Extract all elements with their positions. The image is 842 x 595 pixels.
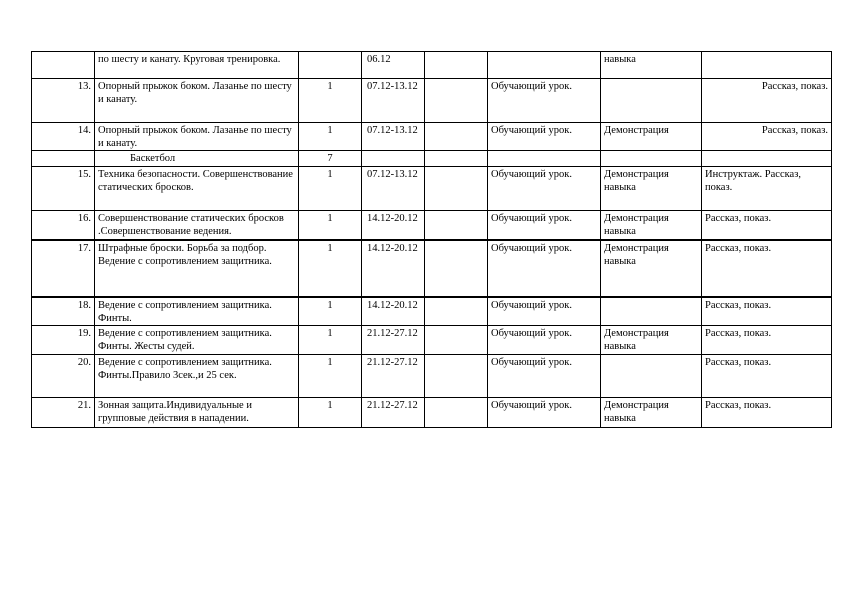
lesson-methods: Демонстрация навыка <box>601 240 702 297</box>
lesson-topic: Опорный прыжок боком. Лазанье по шесту и канату. <box>95 79 299 123</box>
lesson-form: Рассказ, показ. <box>702 355 832 398</box>
lesson-fact-date <box>425 151 488 167</box>
lesson-topic: Техника безопасности. Совершенствование статических бросков. <box>95 167 299 211</box>
table-row <box>32 167 832 211</box>
lesson-type: Обучающий урок. <box>488 326 601 355</box>
lesson-fact-date <box>425 398 488 428</box>
lesson-hours: 7 <box>299 151 362 167</box>
lesson-methods <box>601 151 702 167</box>
lesson-form: Рассказ, показ. <box>702 240 832 297</box>
table-row <box>32 326 832 355</box>
table-row <box>32 240 832 297</box>
lesson-type: Обучающий урок. <box>488 355 601 398</box>
table-row <box>32 297 832 326</box>
lesson-type <box>488 151 601 167</box>
lesson-dates <box>362 151 425 167</box>
lesson-methods <box>601 297 702 326</box>
table-row <box>32 211 832 240</box>
lesson-number: 13. <box>32 79 95 123</box>
lesson-dates: 14.12-20.12 <box>362 240 425 297</box>
lesson-methods: Демонстрация <box>601 123 702 151</box>
lesson-topic: Ведение с сопротивлением защитника. Финты. Жесты судей. <box>95 326 299 355</box>
lesson-number: 16. <box>32 211 95 240</box>
lesson-fact-date <box>425 123 488 151</box>
section-title: Баскетбол <box>95 151 299 167</box>
lesson-topic: Ведение с сопротивлением защитника. Финты.Правило 3сек.,и 25 сек. <box>95 355 299 398</box>
lesson-fact-date <box>425 211 488 240</box>
lesson-type <box>488 52 601 79</box>
lesson-dates: 14.12-20.12 <box>362 211 425 240</box>
lesson-hours: 1 <box>299 355 362 398</box>
lesson-methods: Демонстрация навыка <box>601 326 702 355</box>
table-row <box>32 79 832 123</box>
lesson-methods: Демонстрация навыка <box>601 211 702 240</box>
lesson-methods <box>601 355 702 398</box>
lesson-form <box>702 52 832 79</box>
lesson-form: Рассказ, показ. <box>702 297 832 326</box>
lesson-hours <box>299 52 362 79</box>
lesson-type: Обучающий урок. <box>488 167 601 211</box>
lesson-form <box>702 151 832 167</box>
lesson-number: 14. <box>32 123 95 151</box>
lesson-number <box>32 151 95 167</box>
table-row <box>32 52 832 79</box>
lesson-topic: Опорный прыжок боком. Лазанье по шесту и канату. <box>95 123 299 151</box>
lesson-hours: 1 <box>299 211 362 240</box>
lesson-methods <box>601 79 702 123</box>
lesson-number: 15. <box>32 167 95 211</box>
lesson-dates: 14.12-20.12 <box>362 297 425 326</box>
lesson-form: Рассказ, показ. <box>702 211 832 240</box>
lesson-topic: по шесту и канату. Круговая тренировка. <box>95 52 299 79</box>
lesson-form: Рассказ, показ. <box>702 123 832 151</box>
lesson-methods: навыка <box>601 52 702 79</box>
lesson-hours: 1 <box>299 398 362 428</box>
lesson-type: Обучающий урок. <box>488 297 601 326</box>
lesson-number: 20. <box>32 355 95 398</box>
lesson-type: Обучающий урок. <box>488 79 601 123</box>
lesson-hours: 1 <box>299 240 362 297</box>
table-row <box>32 398 832 428</box>
lesson-fact-date <box>425 297 488 326</box>
lesson-hours: 1 <box>299 326 362 355</box>
lesson-plan-table <box>31 51 832 428</box>
lesson-type: Обучающий урок. <box>488 123 601 151</box>
lesson-fact-date <box>425 167 488 211</box>
lesson-methods: Демонстрация навыка <box>601 398 702 428</box>
lesson-dates: 21.12-27.12 <box>362 398 425 428</box>
lesson-type: Обучающий урок. <box>488 211 601 240</box>
lesson-dates: 07.12-13.12 <box>362 167 425 211</box>
lesson-number: 19. <box>32 326 95 355</box>
lesson-topic: Зонная защита.Индивидуальные и групповые действия в нападении. <box>95 398 299 428</box>
lesson-form: Рассказ, показ. <box>702 326 832 355</box>
lesson-fact-date <box>425 355 488 398</box>
lesson-topic: Штрафные броски. Борьба за подбор. Ведение с сопротивлением защитника. <box>95 240 299 297</box>
lesson-fact-date <box>425 52 488 79</box>
lesson-number: 17. <box>32 240 95 297</box>
lesson-methods: Демонстрация навыка <box>601 167 702 211</box>
table-row <box>32 123 832 151</box>
table-row <box>32 355 832 398</box>
lesson-hours: 1 <box>299 167 362 211</box>
lesson-dates: 06.12 <box>362 52 425 79</box>
table-body <box>32 52 832 428</box>
lesson-dates: 07.12-13.12 <box>362 79 425 123</box>
lesson-topic: Совершенствование статических бросков .Совершенствование ведения. <box>95 211 299 240</box>
lesson-hours: 1 <box>299 297 362 326</box>
lesson-type: Обучающий урок. <box>488 240 601 297</box>
lesson-topic: Ведение с сопротивлением защитника. Финты. <box>95 297 299 326</box>
lesson-type: Обучающий урок. <box>488 398 601 428</box>
lesson-dates: 21.12-27.12 <box>362 355 425 398</box>
lesson-form: Рассказ, показ. <box>702 79 832 123</box>
lesson-fact-date <box>425 79 488 123</box>
lesson-dates: 21.12-27.12 <box>362 326 425 355</box>
lesson-form: Инструктаж. Рассказ, показ. <box>702 167 832 211</box>
lesson-fact-date <box>425 240 488 297</box>
lesson-number: 18. <box>32 297 95 326</box>
section-row <box>32 151 832 167</box>
lesson-hours: 1 <box>299 123 362 151</box>
lesson-number: 21. <box>32 398 95 428</box>
lesson-number <box>32 52 95 79</box>
lesson-form: Рассказ, показ. <box>702 398 832 428</box>
lesson-hours: 1 <box>299 79 362 123</box>
lesson-dates: 07.12-13.12 <box>362 123 425 151</box>
lesson-fact-date <box>425 326 488 355</box>
